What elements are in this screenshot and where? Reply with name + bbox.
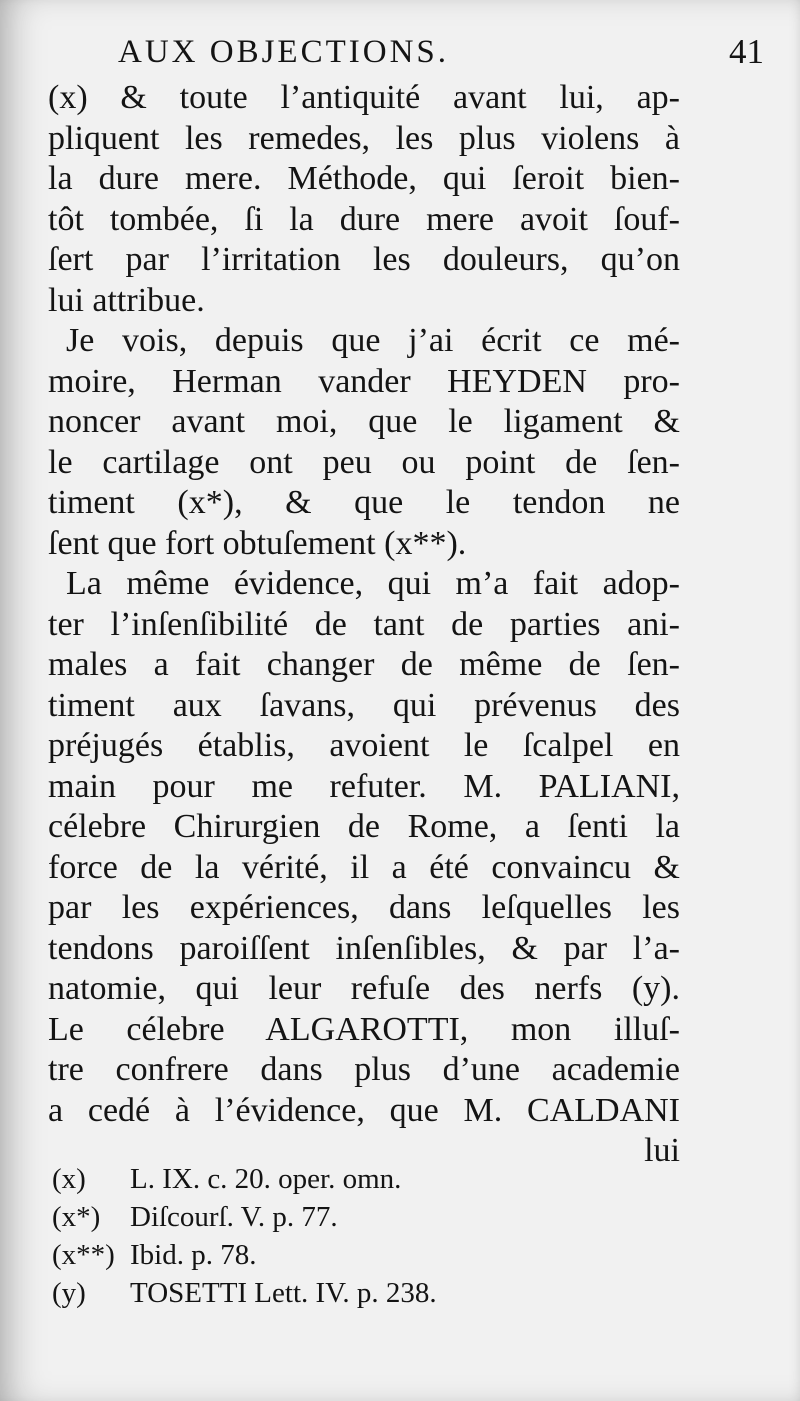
text-line: males a fait changer de même de ſen-: [48, 646, 680, 683]
text-line: ter l’inſenſibilité de tant de parties ani-: [48, 605, 680, 643]
text-line: par les expériences, dans leſquelles les: [48, 889, 680, 926]
footnote-text: L. IX. c. 20. oper. omn.: [130, 1163, 402, 1195]
page-number: 41: [729, 32, 764, 71]
text-line: La même évidence, qui m’a fait adop-: [66, 565, 680, 602]
text-line: natomie, qui leur refuſe des nerfs (y).: [48, 970, 680, 1007]
text-line: tôt tombée, ſi la dure mere avoit ſouf-: [48, 200, 680, 238]
catchword: lui: [644, 1132, 680, 1169]
text-line: le cartilage ont peu ou point de ſen-: [48, 443, 680, 481]
footnote-text: Diſcourſ. V. p. 77.: [130, 1201, 338, 1233]
footnote-text: TOSETTI Lett. IV. p. 238.: [130, 1277, 437, 1309]
text-line: préjugés établis, avoient le ſcalpel en: [48, 727, 680, 764]
text-line: timent (x*), & que le tendon ne: [48, 484, 680, 521]
text-line: Le célebre ALGAROTTI, mon illuſ-: [48, 1010, 680, 1048]
footnote: [52, 1198, 652, 1236]
footnote: [52, 1236, 652, 1274]
text-line: (x) & toute l’antiquité avant lui, ap-: [48, 79, 680, 116]
text-line: timent aux ſavans, qui prévenus des: [48, 686, 680, 724]
footnote-ref: (x): [52, 1163, 86, 1195]
text-line: force de la vérité, il a été convaincu &: [48, 848, 680, 886]
text-line: la dure mere. Méthode, qui ſeroit bien-: [48, 160, 680, 197]
text-line: ſent que fort obtuſement (x**).: [48, 524, 467, 562]
running-head: AUX OBJECTIONS.: [118, 34, 450, 70]
text-line: pliquent les remedes, les plus violens à: [48, 119, 680, 157]
text-line: main pour me refuter. M. PALIANI,: [48, 767, 680, 805]
text-line: Je vois, depuis que j’ai écrit ce mé-: [66, 322, 680, 359]
body-text: [48, 78, 680, 1172]
text-line: tre confrere dans plus d’une academie: [48, 1051, 680, 1088]
text-line: lui attribue.: [48, 281, 205, 319]
text-line: noncer avant moi, que le ligament &: [48, 403, 680, 440]
footnote: [52, 1160, 652, 1198]
text-line: a cedé à l’évidence, que M. CALDANI: [48, 1091, 680, 1129]
footnote: [52, 1274, 652, 1312]
footnotes: [52, 1160, 652, 1312]
text-line: célebre Chirurgien de Rome, a ſenti la: [48, 808, 680, 845]
text-line: tendons paroiſſent inſenſibles, & par l’a-: [48, 929, 680, 967]
footnote-ref: (x**): [52, 1239, 115, 1271]
page-header: [46, 30, 770, 80]
footnote-ref: (y): [52, 1277, 86, 1309]
text-line: ſert par l’irritation les douleurs, qu’on: [48, 241, 680, 278]
text-line: moire, Herman vander HEYDEN pro-: [48, 362, 680, 400]
footnote-text: Ibid. p. 78.: [130, 1239, 257, 1271]
footnote-ref: (x*): [52, 1201, 101, 1233]
